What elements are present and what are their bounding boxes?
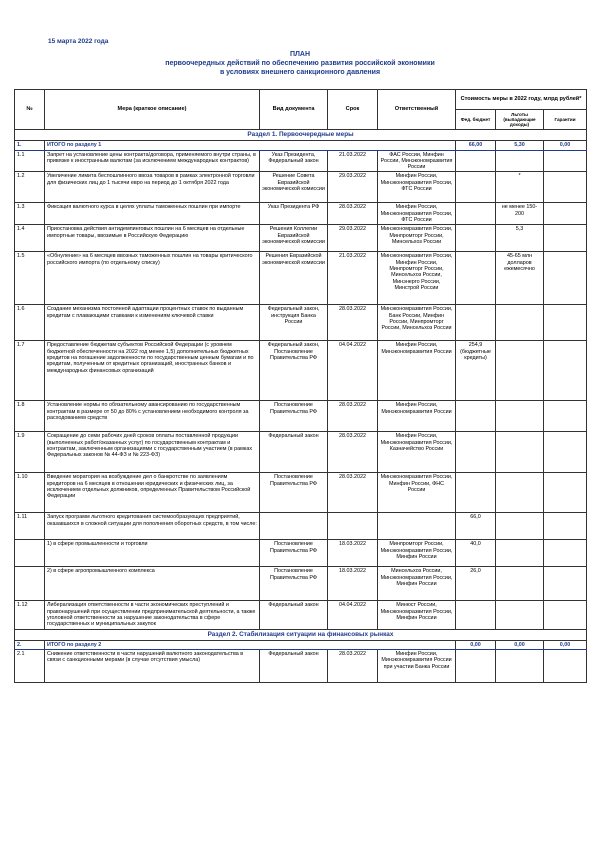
row-term: 28.03.2022 bbox=[328, 650, 378, 683]
row-doc: Постановление Правительства РФ bbox=[260, 540, 328, 567]
row-measure: Установление нормы по обязательному авансированию по государственным контрактам в размере от 50 до 80% с установлением необходимого контроля за расходованием средств bbox=[45, 401, 260, 432]
table-row bbox=[15, 650, 587, 683]
row-guarantees bbox=[544, 305, 587, 341]
row-doc: Постановление Правительства РФ bbox=[260, 401, 328, 432]
title-line-1: ПЛАН bbox=[289, 51, 311, 58]
row-measure: Запрет на установление цены контракта/договора, применяемого внутри страны, в привязке к иностранным валютам (за исключением международных контрактов) bbox=[45, 150, 260, 172]
row-guarantees bbox=[544, 172, 587, 203]
row-guarantees bbox=[544, 203, 587, 225]
row-guarantees bbox=[544, 540, 587, 567]
row-measure: Фиксация валютного курса в целях уплаты таможенных пошлин при импорте bbox=[45, 203, 260, 225]
row-num: 2.1 bbox=[15, 650, 45, 683]
row-benefits bbox=[496, 513, 544, 540]
row-num: 1.10 bbox=[15, 473, 45, 513]
table-row bbox=[15, 401, 587, 432]
row-benefits: 45-65 млн долларов ежемесячно bbox=[496, 252, 544, 305]
total-num: 2. bbox=[15, 640, 45, 649]
row-measure: Запуск программ льготного кредитования системообразующих предприятий, оказавшихся в сложной ситуации для пополнения оборотных средств, в том числе: bbox=[45, 513, 260, 540]
row-num: 1.9 bbox=[15, 432, 45, 473]
row-guarantees bbox=[544, 432, 587, 473]
row-term: 28.03.2022 bbox=[328, 473, 378, 513]
total-guarantees: 0,00 bbox=[544, 640, 587, 649]
row-doc bbox=[260, 513, 328, 540]
table-header bbox=[15, 90, 587, 130]
row-benefits bbox=[496, 540, 544, 567]
row-measure: Сокращение до семи рабочих дней сроков оплаты поставленной продукции (выполненных работ/оказанных услуг) по государственным контрактам и контрактам, заключенным организациями с государственным участием (в рамках Федеральных законов № 44-ФЗ и № 223-ФЗ) bbox=[45, 432, 260, 473]
row-doc: Федеральный закон bbox=[260, 432, 328, 473]
row-term: 29.03.2022 bbox=[328, 172, 378, 203]
row-measure: 2) в сфере агропромышленного комплекса bbox=[45, 567, 260, 601]
col-num-header: № bbox=[15, 90, 45, 130]
row-num: 1.6 bbox=[15, 305, 45, 341]
row-benefits bbox=[496, 473, 544, 513]
row-budget bbox=[456, 401, 496, 432]
row-budget: 254,9 (бюджетные кредиты) bbox=[456, 341, 496, 401]
table-row bbox=[15, 305, 587, 341]
document-title bbox=[0, 50, 600, 77]
row-guarantees bbox=[544, 341, 587, 401]
row-resp: Минфин России, Минэкономразвития России при участии Банка России bbox=[378, 650, 456, 683]
row-guarantees bbox=[544, 252, 587, 305]
row-measure: Приостановка действия антидемпинговых пошлин на 6 месяцев на отдельные импортные товары, ввозимые в Российскую Федерацию bbox=[45, 225, 260, 252]
row-resp: Минпромторг России, Минэкономразвития России, Минфин России bbox=[378, 540, 456, 567]
row-measure: «Обнуление» на 6 месяцев ввозных таможенных пошлин на товары критического российского импорта (по отдельному списку) bbox=[45, 252, 260, 305]
table-row bbox=[15, 341, 587, 401]
row-guarantees bbox=[544, 567, 587, 601]
table-row bbox=[15, 432, 587, 473]
row-budget bbox=[456, 252, 496, 305]
section-total-row bbox=[15, 141, 587, 150]
row-doc: Федеральный закон, Постановление Правительства РФ bbox=[260, 341, 328, 401]
row-measure: Снижение ответственности в части нарушений валютного законодательства в связи с санкционными мерами (в случае отсутствия умысла) bbox=[45, 650, 260, 683]
row-resp: Минэкономразвития России, Минфин России, ФНС России bbox=[378, 473, 456, 513]
row-term bbox=[328, 513, 378, 540]
row-benefits bbox=[496, 150, 544, 172]
row-doc: Постановление Правительства РФ bbox=[260, 567, 328, 601]
row-term: 28.03.2022 bbox=[328, 432, 378, 473]
row-num: 1.3 bbox=[15, 203, 45, 225]
row-budget bbox=[456, 473, 496, 513]
section-title-row bbox=[15, 130, 587, 141]
row-budget bbox=[456, 432, 496, 473]
row-num: 1.1 bbox=[15, 150, 45, 172]
row-benefits bbox=[496, 432, 544, 473]
row-term: 18.03.2022 bbox=[328, 567, 378, 601]
row-term: 04.04.2022 bbox=[328, 341, 378, 401]
col-doc-header: Вид документа bbox=[260, 90, 328, 130]
row-term: 29.03.2022 bbox=[328, 225, 378, 252]
table-row bbox=[15, 225, 587, 252]
row-resp: ФАС России, Минфин России, Минэкономразвития России bbox=[378, 150, 456, 172]
row-num bbox=[15, 567, 45, 601]
row-resp: Минэкономразвития России, Минпромторг России, Минсельхоз России bbox=[378, 225, 456, 252]
row-resp: Минфин России, Минэкономразвития России, Казначейство России bbox=[378, 432, 456, 473]
row-measure: Введение моратория на возбуждение дел о банкротстве по заявлениям кредиторов на 6 месяцев в отношении юридических и физических лиц, за исключением отдельных должников, определенных Правительством Российской Федерации bbox=[45, 473, 260, 513]
row-num: 1.4 bbox=[15, 225, 45, 252]
row-num: 1.8 bbox=[15, 401, 45, 432]
row-num: 1.11 bbox=[15, 513, 45, 540]
col-resp-header: Ответственный bbox=[378, 90, 456, 130]
col-cost-header: Стоимость меры в 2022 году, млрд рублей* bbox=[456, 90, 587, 110]
row-guarantees bbox=[544, 473, 587, 513]
row-doc: Федеральный закон bbox=[260, 601, 328, 629]
row-resp: Минфин России, Минэкономразвития России bbox=[378, 341, 456, 401]
row-num bbox=[15, 540, 45, 567]
row-measure: 1) в сфере промышленности и торговли bbox=[45, 540, 260, 567]
row-budget: 26,0 bbox=[456, 567, 496, 601]
row-budget bbox=[456, 150, 496, 172]
row-benefits bbox=[496, 601, 544, 629]
row-benefits: не менее 150-200 bbox=[496, 203, 544, 225]
row-doc: Указ Президента, Федеральный закон bbox=[260, 150, 328, 172]
row-term: 21.03.2022 bbox=[328, 150, 378, 172]
row-resp: Минфин России, Минэкономразвития России, ФТС России bbox=[378, 172, 456, 203]
row-doc: Постановление Правительства РФ bbox=[260, 473, 328, 513]
row-num: 1.12 bbox=[15, 601, 45, 629]
col-measure-header: Мера (краткое описание) bbox=[45, 90, 260, 130]
row-term: 28.03.2022 bbox=[328, 305, 378, 341]
col-term-header: Срок bbox=[328, 90, 378, 130]
row-term: 04.04.2022 bbox=[328, 601, 378, 629]
row-term: 21.03.2022 bbox=[328, 252, 378, 305]
row-guarantees bbox=[544, 225, 587, 252]
row-benefits bbox=[496, 650, 544, 683]
title-line-2: первоочередных действий по обеспечению развития российской экономики bbox=[165, 60, 435, 67]
row-budget: 40,0 bbox=[456, 540, 496, 567]
row-budget bbox=[456, 601, 496, 629]
section-title: Раздел 1. Первоочередные меры bbox=[15, 130, 587, 141]
table-row bbox=[15, 567, 587, 601]
row-resp: Минэкономразвития России, Банк России, Минфин России, Минпромторг России, Минсельхоз России bbox=[378, 305, 456, 341]
table-row bbox=[15, 252, 587, 305]
total-label: ИТОГО по разделу 2 bbox=[45, 640, 456, 649]
col-guarantees-header: Гарантии bbox=[544, 110, 587, 130]
row-num: 1.7 bbox=[15, 341, 45, 401]
row-measure: Либерализация ответственности в части экономических преступлений и правонарушений при осуществлении предпринимательской деятельности, а также уголовной ответственности за нарушение законодательства в сфере государственных и муниципальных закупок bbox=[45, 601, 260, 629]
row-doc: Указ Президента РФ bbox=[260, 203, 328, 225]
row-term: 28.03.2022 bbox=[328, 203, 378, 225]
row-resp: Минсельхоз России, Минэкономразвития России, Минфин России bbox=[378, 567, 456, 601]
row-budget bbox=[456, 203, 496, 225]
section-total-row bbox=[15, 640, 587, 649]
row-resp: Минэкономразвития России, Минфин России, Минпромторг России, Минсельхоз России, Минэнерго России, Минстрой России bbox=[378, 252, 456, 305]
row-doc: Федеральный закон, инструкция Банка России bbox=[260, 305, 328, 341]
table-body bbox=[15, 130, 587, 683]
row-term: 18.03.2022 bbox=[328, 540, 378, 567]
row-budget bbox=[456, 650, 496, 683]
measures-table bbox=[14, 89, 587, 683]
row-benefits bbox=[496, 305, 544, 341]
total-benefits: 0,00 bbox=[496, 640, 544, 649]
row-resp: Минфин России, Минэкономразвития России, ФТС России bbox=[378, 203, 456, 225]
col-benefits-header: Льготы (выпадающие доходы) bbox=[496, 110, 544, 130]
total-guarantees: 0,00 bbox=[544, 141, 587, 150]
row-benefits: * bbox=[496, 172, 544, 203]
row-doc: Федеральный закон bbox=[260, 650, 328, 683]
row-guarantees bbox=[544, 650, 587, 683]
row-guarantees bbox=[544, 401, 587, 432]
table-row bbox=[15, 473, 587, 513]
total-budget: 0,00 bbox=[456, 640, 496, 649]
row-term: 28.03.2022 bbox=[328, 401, 378, 432]
table-row bbox=[15, 172, 587, 203]
row-budget bbox=[456, 225, 496, 252]
total-label: ИТОГО по разделу 1 bbox=[45, 141, 456, 150]
row-benefits bbox=[496, 401, 544, 432]
row-benefits: 5,3 bbox=[496, 225, 544, 252]
row-budget bbox=[456, 305, 496, 341]
row-guarantees bbox=[544, 513, 587, 540]
row-doc: Решения Коллегии Евразийской экономической комиссии bbox=[260, 225, 328, 252]
row-measure: Предоставление бюджетам субъектов Российской Федерации (с уровнем бюджетной обеспеченности на 2022 год менее 1,5) дополнительных бюджетных кредитов на погашение задолженности по государственным ценным бумагам и по кредитам, полученным от кредитных организаций, иностранных банков и международных финансовых организаций bbox=[45, 341, 260, 401]
row-guarantees bbox=[544, 601, 587, 629]
total-num: 1. bbox=[15, 141, 45, 150]
total-budget: 66,00 bbox=[456, 141, 496, 150]
table-row bbox=[15, 513, 587, 540]
row-num: 1.5 bbox=[15, 252, 45, 305]
row-budget bbox=[456, 172, 496, 203]
title-line-3: в условиях внешнего санкционного давления bbox=[219, 69, 381, 76]
document-date: 15 марта 2022 года bbox=[48, 38, 109, 45]
table-row bbox=[15, 540, 587, 567]
table-row bbox=[15, 203, 587, 225]
row-measure: Создание механизма постоянной адаптации процентных ставок по выданным кредитам с плавающими ставками к изменениям ключевой ставки bbox=[45, 305, 260, 341]
col-budget-header: Фед. бюджет bbox=[456, 110, 496, 130]
section-title-row bbox=[15, 629, 587, 640]
row-benefits bbox=[496, 567, 544, 601]
row-resp: Минюст России, Минэкономразвития России, Минфин России bbox=[378, 601, 456, 629]
table-row bbox=[15, 601, 587, 629]
row-benefits bbox=[496, 341, 544, 401]
row-num: 1.2 bbox=[15, 172, 45, 203]
row-guarantees bbox=[544, 150, 587, 172]
row-resp bbox=[378, 513, 456, 540]
row-doc: Решение Совета Евразийской экономической комиссии bbox=[260, 172, 328, 203]
total-benefits: 5,30 bbox=[496, 141, 544, 150]
row-budget: 66,0 bbox=[456, 513, 496, 540]
table-row bbox=[15, 150, 587, 172]
row-measure: Увеличение лимита беспошлинного ввоза товаров в рамках электронной торговли для физических лиц до 1 тысячи евро на период до 1 октября 2022 года bbox=[45, 172, 260, 203]
row-doc: Решения Евразийской экономической комиссии bbox=[260, 252, 328, 305]
section-title: Раздел 2. Стабилизация ситуации на финансовых рынках bbox=[15, 629, 587, 640]
row-resp: Минфин России, Минэкономразвития России bbox=[378, 401, 456, 432]
